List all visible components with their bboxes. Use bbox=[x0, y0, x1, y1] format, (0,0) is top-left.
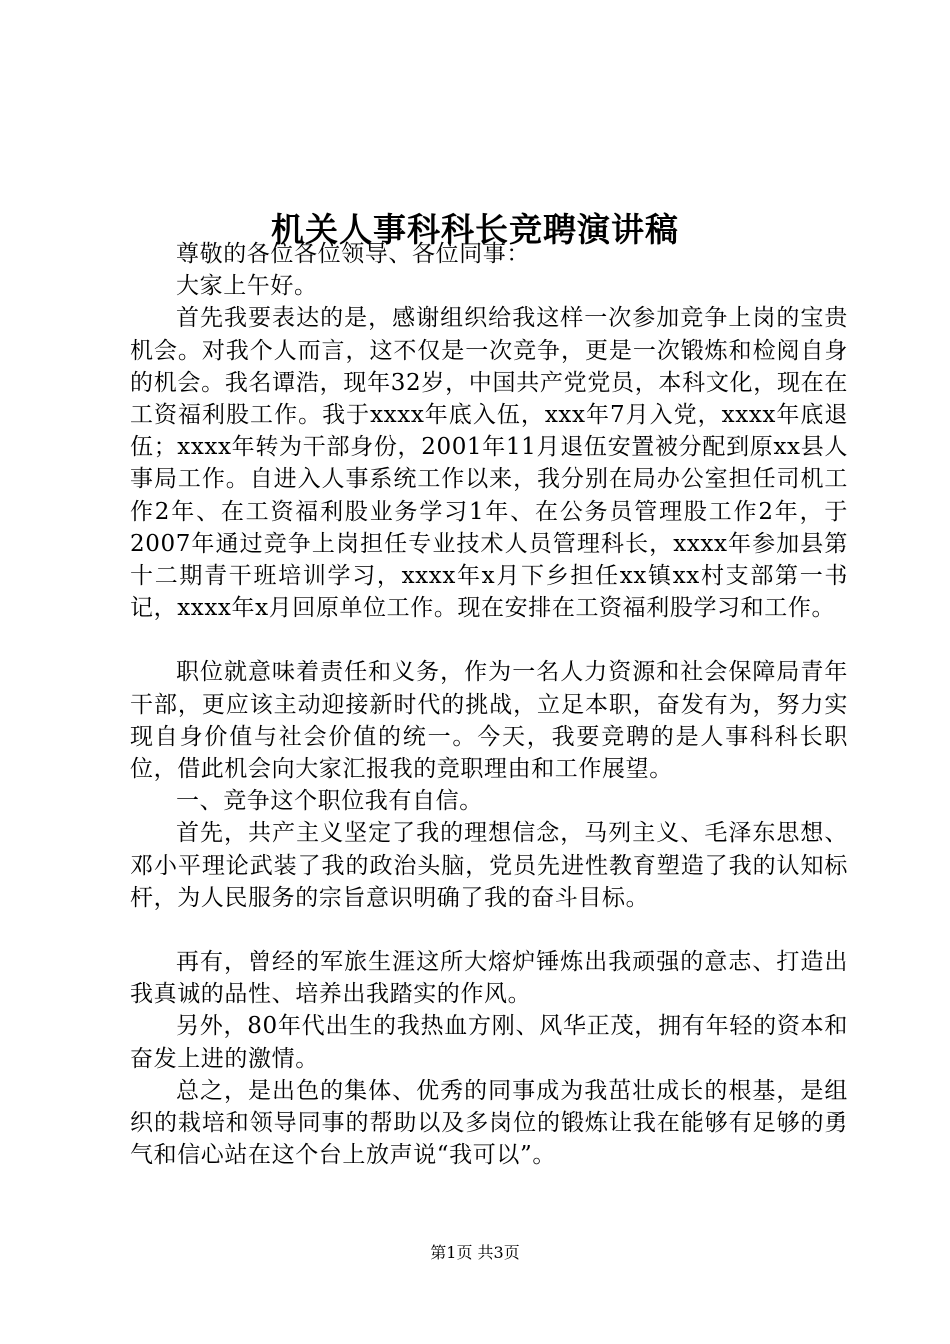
salutation-paragraph: 大家上午好。 bbox=[176, 273, 318, 300]
paragraph-gap bbox=[130, 624, 848, 656]
youth-paragraph: 另外，80年代出生的我热血方刚、风华正茂，拥有年轻的资本和奋发上进的激情。 bbox=[130, 1013, 848, 1072]
summary-paragraph: 总之，是出色的集体、优秀的同事成为我茁壮成长的根基，是组织的栽培和领导同事的帮助以及多岗位的锻炼让我在能够有足够的勇气和信心站在这个台上放声说“我可以”。 bbox=[130, 1077, 848, 1169]
page-number-footer: 第1页 共3页 bbox=[430, 1243, 520, 1262]
document-title: 机关人事科科长竞聘演讲稿 bbox=[271, 210, 679, 250]
position-paragraph: 职位就意味着责任和义务，作为一名人力资源和社会保障局青年干部，更应该主动迎接新时代的挑战，立足本职，奋发有为，努力实现自身价值与社会价值的统一。今天，我要竞聘的是人事科科长职位，借此机会向大家汇报我的竞职理由和工作展望。 bbox=[130, 659, 848, 783]
introduction-paragraph: 首先我要表达的是，感谢组织给我这样一次参加竞争上岗的宝贵机会。对我个人而言，这不仅是一次竞争，更是一次锻炼和检阅自身的机会。我名谭浩，现年32岁，中国共产党党员，本科文化，现在在工资福利股工作。我于xxxx年底入伍，xxx年7月入党，xxxx年底退伍；xxxx年转为干部身份，2001年11月退伍安置被分配到原xx县人事局工作。自进入人事系统工作以来，我分别在局办公室担任司机工作2年、在工资福利股业务学习1年、在公务员管理股工作2年，于2007年通过竞争上岗担任专业技术人员管理科长，xxxx年参加县第十二期青干班培训学习，xxxx年x月下乡担任xx镇xx村支部第一书记，xxxx年x月回原单位工作。现在安排在工资福利股学习和工作。 bbox=[130, 305, 848, 622]
document-body bbox=[130, 238, 848, 1171]
section-heading-confidence: 一、竞争这个职位我有自信。 bbox=[176, 788, 483, 815]
military-paragraph: 再有，曾经的军旅生涯这所大熔炉锤炼出我顽强的意志、打造出我真诚的品性、培养出我踏实的作风。 bbox=[130, 949, 848, 1008]
belief-paragraph: 首先，共产主义坚定了我的理想信念，马列主义、毛泽东思想、邓小平理论武装了我的政治头脑，党员先进性教育塑造了我的认知标杆，为人民服务的宗旨意识明确了我的奋斗目标。 bbox=[130, 820, 848, 911]
greeting-paragraph: 尊敬的各位各位领导、各位同事： bbox=[176, 241, 530, 267]
paragraph-gap bbox=[130, 914, 848, 946]
